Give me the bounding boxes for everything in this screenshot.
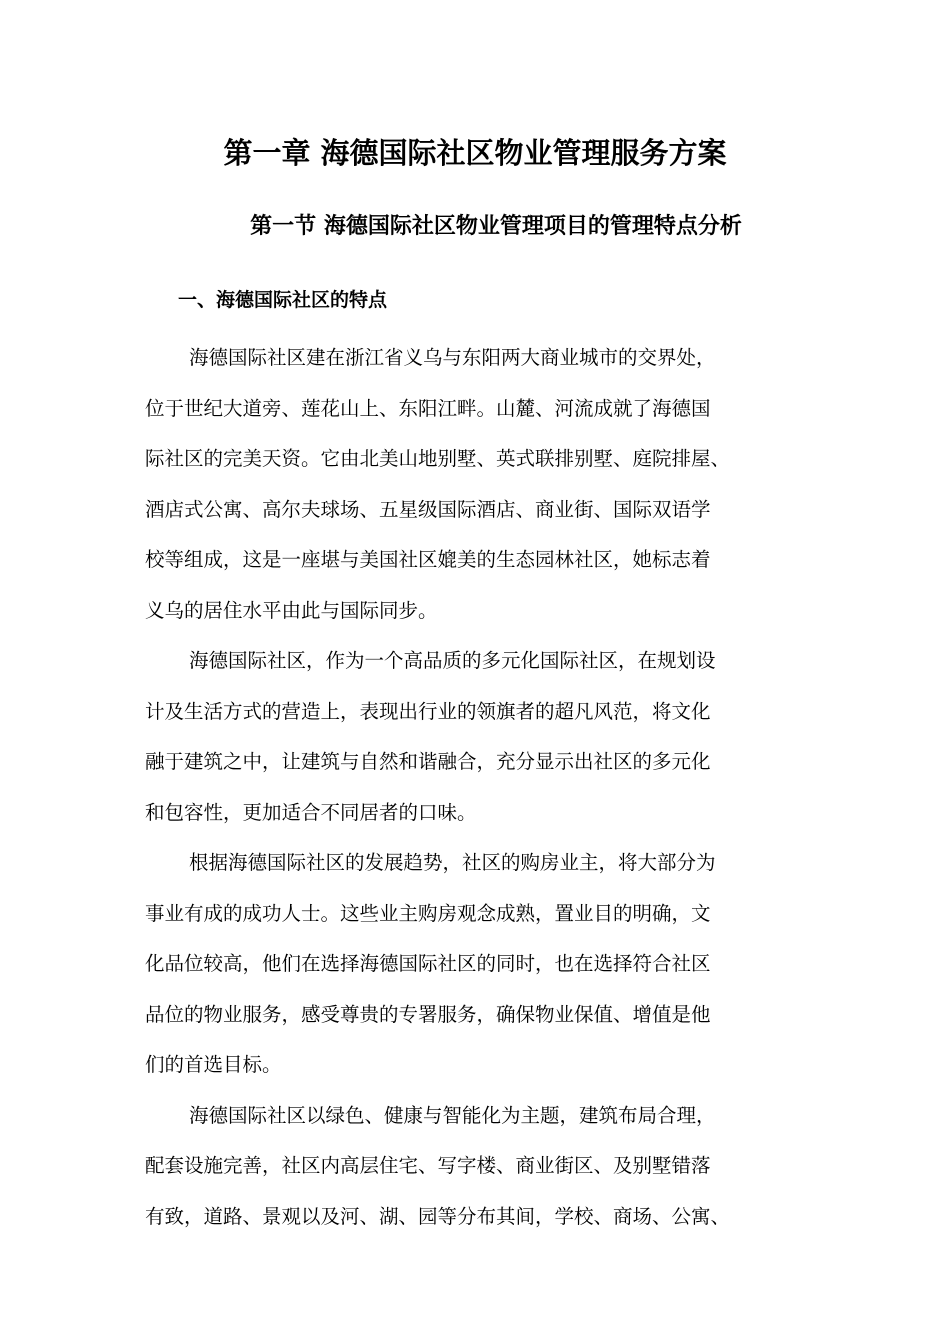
chapter-title: 第一章 海德国际社区物业管理服务方案 bbox=[223, 136, 727, 170]
text-line: 和包容性，更加适合不同居者的口味。 bbox=[145, 800, 477, 824]
text-line: 校等组成，这是一座堪与美国社区媲美的生态园林社区，她标志着 bbox=[145, 548, 711, 571]
text-line: 酒店式公寓、高尔夫球场、五星级国际酒店、商业街、国际双语学 bbox=[145, 497, 711, 521]
text-line: 海德国际社区以绿色、健康与智能化为主题，建筑布局合理， bbox=[189, 1103, 716, 1127]
paragraph bbox=[145, 636, 825, 838]
paragraph bbox=[145, 1091, 825, 1243]
text-line: 海德国际社区，作为一个高品质的多元化国际社区，在规划设 bbox=[189, 649, 716, 672]
text-line: 事业有成的成功人士。这些业主购房观念成熟，置业目的明确，文 bbox=[145, 901, 711, 925]
text-line: 际社区的完美天资。它由北美山地别墅、英式联排别墅、庭院排屋、 bbox=[145, 447, 731, 470]
paragraph bbox=[145, 333, 825, 636]
text-line: 义乌的居住水平由此与国际同步。 bbox=[145, 598, 438, 622]
text-line: 有致，道路、景观以及河、湖、园等分布其间，学校、商场、公寓、 bbox=[145, 1204, 731, 1228]
text-line: 品位的物业服务，感受尊贵的专署服务，确保物业保值、增值是他 bbox=[145, 1002, 711, 1026]
text-line: 们的首选目标。 bbox=[145, 1053, 282, 1076]
subheading: 一、海德国际社区的特点 bbox=[178, 289, 388, 311]
text-line: 海德国际社区建在浙江省义乌与东阳两大商业城市的交界处， bbox=[189, 346, 716, 369]
body-text bbox=[145, 333, 825, 1242]
text-line: 位于世纪大道旁、莲花山上、东阳江畔。山麓、河流成就了海德国 bbox=[145, 396, 711, 420]
section-title: 第一节 海德国际社区物业管理项目的管理特点分析 bbox=[250, 214, 742, 239]
text-line: 配套设施完善，社区内高层住宅、写字楼、商业街区、及别墅错落 bbox=[145, 1154, 711, 1177]
text-line: 计及生活方式的营造上，表现出行业的领旗者的超凡风范，将文化 bbox=[145, 699, 711, 723]
text-line: 化品位较高，他们在选择海德国际社区的同时，也在选择符合社区 bbox=[145, 952, 711, 975]
text-line: 根据海德国际社区的发展趋势，社区的购房业主，将大部分为 bbox=[189, 851, 716, 874]
paragraph bbox=[145, 838, 825, 1091]
text-line: 融于建筑之中，让建筑与自然和谐融合，充分显示出社区的多元化 bbox=[145, 750, 711, 773]
